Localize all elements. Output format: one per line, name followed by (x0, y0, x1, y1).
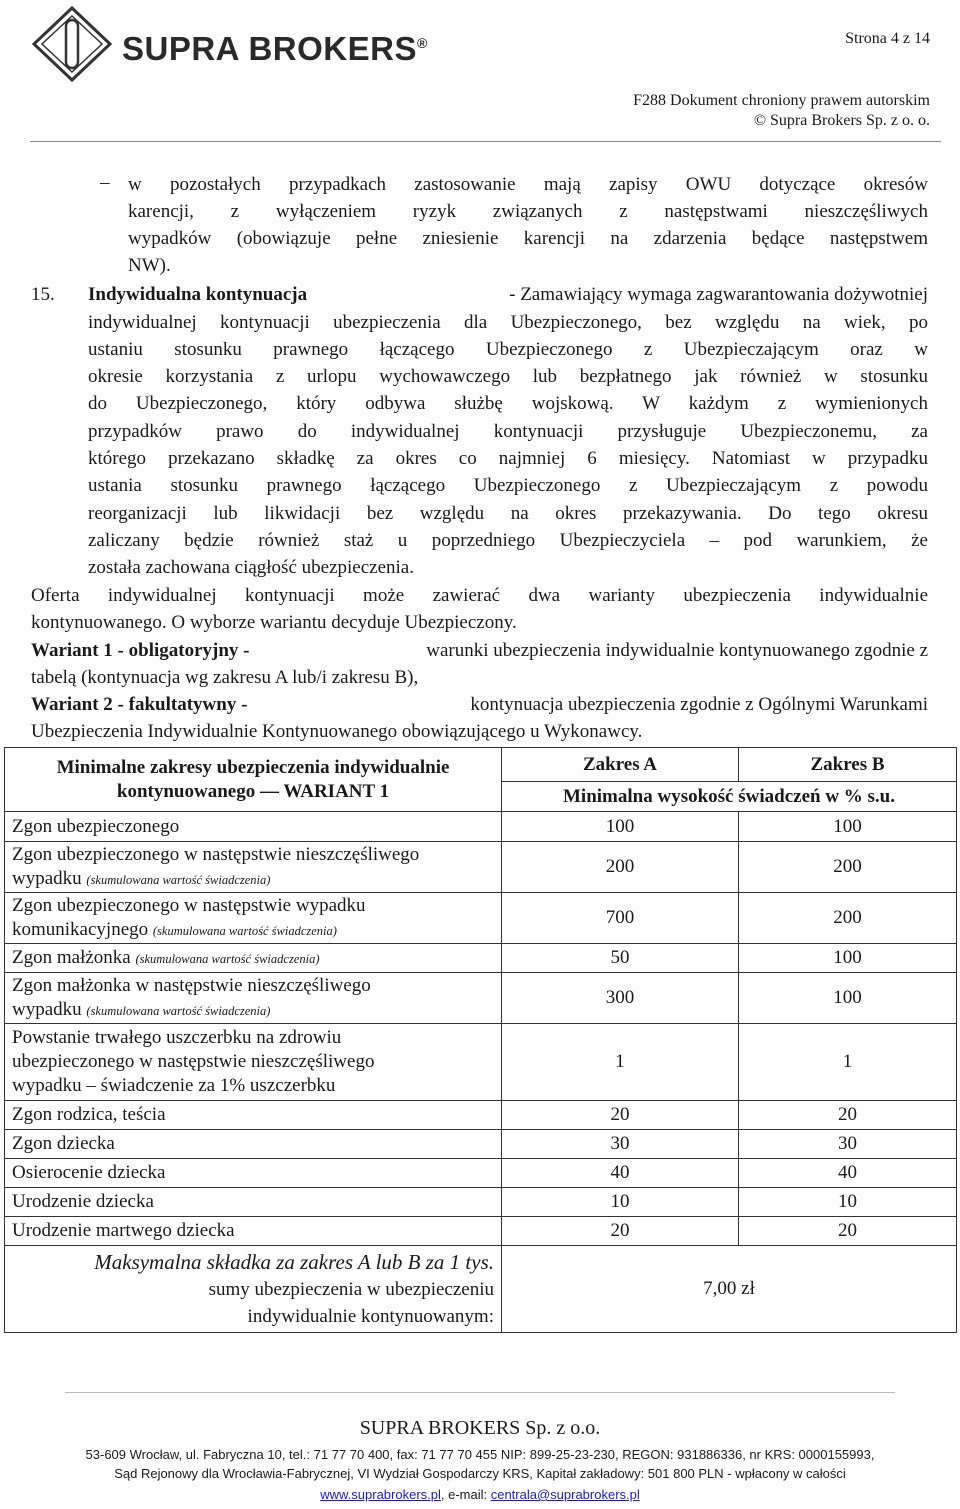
variant1-line (31, 637, 928, 664)
coverage-table (4, 747, 957, 1333)
offer-line: kontynuowanego. O wyborze wariantu decyduje Ubezpieczony. (31, 612, 517, 633)
item15-line: indywidualnej kontynuacji ubezpieczenia dla Ubezpieczonego, bez względu na wiek, po (88, 312, 928, 333)
header-divider (30, 141, 941, 142)
item15-line (88, 281, 928, 308)
table-row-max-premium: Maksymalna składka za zakres A lub B za 1 tys. sumy ubezpieczenia w ubezpieczeniu indywidualnie kontynuowanym: 7,00 zł (5, 1246, 957, 1333)
dash-para-line: NW). (128, 255, 171, 276)
item15-line: reorganizacji lub likwidacji bez względu na okres przekazywania. Do tego okresu (88, 503, 928, 524)
table-row: Zgon małżonka (skumulowana wartość świadczenia) 50 100 (5, 944, 957, 973)
item-number: 15. (31, 284, 55, 305)
website-link[interactable]: www.suprabrokers.pl (320, 1487, 441, 1502)
item15-line: przypadków prawo do indywidualnej kontynuacji przysługuje Ubezpieczonemu, za (88, 421, 928, 442)
item15-line: do Ubezpieczonego, który odbywa służbę wojskową. W każdym z wymienionych (88, 393, 928, 414)
list-dash: – (100, 172, 110, 193)
table-row: Zgon ubezpieczonego w następstwie wypadku komunikacyjnego (skumulowana wartość świadczenia) 700 200 (5, 893, 957, 944)
item15-line: którego przekazano składkę za okres co najmniej 6 miesięcy. Natomiast w przypadku (88, 448, 928, 469)
variant1-line: tabelą (kontynuacja wg zakresu A lub/i zakresu B), (31, 667, 419, 688)
footer-address: 53-609 Wrocław, ul. Fabryczna 10, tel.: 71 77 70 400, fax: 71 77 70 455 NIP: 899-25-23-230, REGON: 931886336, nr KRS: 0000155993, (85, 1447, 875, 1462)
table-row: Urodzenie martwego dziecka 20 20 (5, 1217, 957, 1246)
item15-line: okresie korzystania z urlopu wychowawczego lub bezpłatnego jak również w stosunku (88, 366, 928, 387)
variant1-text: warunki ubezpieczenia indywidualnie kontynuowanego zgodnie z (426, 640, 928, 661)
footer-contact: www.suprabrokers.pl, e-mail: centrala@suprabrokers.pl (320, 1487, 640, 1502)
variant1-label: Wariant 1 - obligatoryjny - (31, 640, 250, 661)
max-premium-value: 7,00 zł (502, 1246, 957, 1333)
company-logo (30, 4, 450, 84)
variant2-line (31, 691, 928, 718)
table-header-zakres-a: Zakres A (502, 748, 739, 782)
table-header-subtitle: Minimalna wysokość świadczeń w % s.u. (502, 782, 957, 812)
variant2-line: Ubezpieczenia Indywidualnie Kontynuowanego obowiązującego u Wykonawcy. (31, 721, 643, 742)
table-row: Osierocenie dziecka 40 40 (5, 1159, 957, 1188)
offer-line: Oferta indywidualnej kontynuacji może zawierać dwa warianty ubezpieczenia indywidualnie (31, 585, 928, 606)
footer-company: SUPRA BROKERS Sp. z o.o. (359, 1417, 601, 1439)
table-row: Zgon małżonka w następstwie nieszczęśliwego wypadku (skumulowana wartość świadczenia) 300 100 (5, 973, 957, 1024)
dash-para-line: karencji, z wyłączeniem ryzyk związanych z następstwami nieszczęśliwych (128, 201, 928, 222)
footer-divider (65, 1392, 895, 1393)
table-header-zakres-b: Zakres B (739, 748, 957, 782)
item15-line: została zachowana ciągłość ubezpieczenia. (88, 557, 414, 578)
logo-text: SUPRA BROKERS® (122, 30, 428, 67)
item15-line: zaliczany będzie również staż u poprzedniego Ubezpieczyciela – pod warunkiem, że (88, 530, 928, 551)
footer-court: Sąd Rejonowy dla Wrocławia-Fabrycznej, VI Wydział Gospodarczy KRS, Kapitał zakładowy: 501 800 PLN - wpłacony w całości (114, 1466, 846, 1481)
table-row: Zgon ubezpieczonego w następstwie nieszczęśliwego wypadku (skumulowana wartość świadczenia) 200 200 (5, 842, 957, 893)
page-number: Strona 4 z 14 (845, 30, 930, 47)
item15-line: ustania stosunku prawnego łączącego Ubezpieczonego z Ubezpieczającym z powodu (88, 475, 928, 496)
table-header-left: Minimalne zakresy ubezpieczenia indywidualnie kontynuowanego — WARIANT 1 (5, 748, 502, 812)
table-row: Powstanie trwałego uszczerbku na zdrowiu ubezpieczonego w następstwie nieszczęśliwego wypadku – świadczenie za 1% uszczerbku 1 1 (5, 1024, 957, 1101)
dash-para-line: wypadków (obowiązuje pełne zniesienie karencji na zdarzenia będące następstwem (128, 228, 928, 249)
table-row: Zgon ubezpieczonego 100 100 (5, 812, 957, 842)
item15-text: - Zamawiający wymaga zagwarantowania dożywotniej (509, 284, 928, 305)
table-row: Zgon rodzica, teścia 20 20 (5, 1101, 957, 1130)
doc-notice: F288 Dokument chroniony prawem autorskim (633, 92, 930, 109)
table-row: Urodzenie dziecka 10 10 (5, 1188, 957, 1217)
item15-title: Indywidualna kontynuacja (88, 284, 308, 305)
logo-diamond-icon (30, 4, 114, 84)
variant2-label: Wariant 2 - fakultatywny - (31, 694, 248, 715)
table-row: Zgon dziecka 30 30 (5, 1130, 957, 1159)
copyright: © Supra Brokers Sp. z o. o. (753, 112, 930, 129)
item15-line: ustaniu stosunku prawnego łączącego Ubezpieczonego z Ubezpieczającym oraz w (88, 339, 928, 360)
variant2-text: kontynuacja ubezpieczenia zgodnie z Ogólnymi Warunkami (470, 694, 928, 715)
dash-para-line: w pozostałych przypadkach zastosowanie mają zapisy OWU dotyczące okresów (128, 174, 928, 195)
email-link[interactable]: centrala@suprabrokers.pl (490, 1487, 640, 1502)
